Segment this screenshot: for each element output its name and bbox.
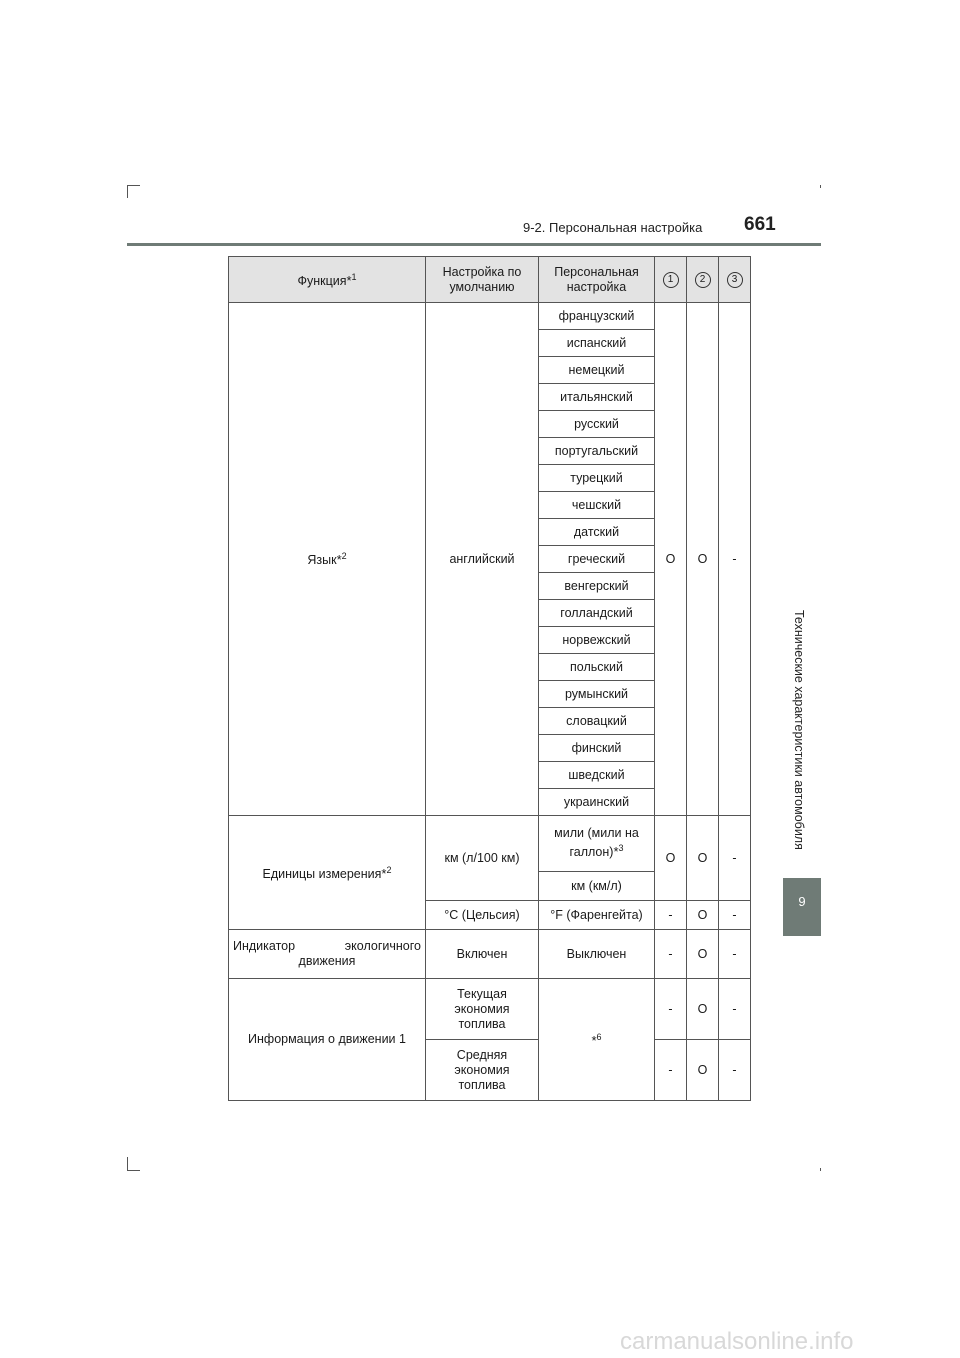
table-header-row (229, 257, 751, 303)
crop-mark-bottom-left-v (127, 1157, 128, 1170)
header-col-1 (655, 257, 687, 303)
trip-a-col-3: - (719, 979, 751, 1040)
header-default: Настройка по умолчанию (426, 257, 539, 303)
temp-default: °С (Цельсия) (426, 901, 539, 930)
language-option: французский (539, 303, 655, 330)
units-col-3: - (719, 816, 751, 901)
units-col-1: O (655, 816, 687, 901)
table-row (229, 816, 751, 872)
circled-3-icon: 3 (727, 272, 743, 288)
header-function: Функция*$^1$ (229, 257, 426, 303)
header-col-3 (719, 257, 751, 303)
eco-col-1: - (655, 930, 687, 979)
units-default: км (л/100 км) (426, 816, 539, 901)
trip-b-col-1: - (655, 1040, 687, 1101)
trip-average-economy: Средняя экономия топлива (426, 1040, 539, 1101)
crop-mark-top-left-h (127, 185, 140, 186)
language-option: румынский (539, 681, 655, 708)
temp-col-3: - (719, 901, 751, 930)
table-row (229, 930, 751, 979)
language-option: словацкий (539, 708, 655, 735)
crop-mark-bottom-right (820, 1168, 821, 1171)
temp-col-1: - (655, 901, 687, 930)
trip-a-col-1: - (655, 979, 687, 1040)
eco-col-3: - (719, 930, 751, 979)
circled-2-icon: 2 (695, 272, 711, 288)
language-option: португальский (539, 438, 655, 465)
header-custom: Персональная настройка (539, 257, 655, 303)
temp-option: °F (Фаренгейта) (539, 901, 655, 930)
section-title: 9-2. Персональная настройка (523, 220, 703, 235)
eco-default: Включен (426, 930, 539, 979)
chapter-number: 9 (798, 894, 806, 909)
language-option: испанский (539, 330, 655, 357)
settings-table (228, 256, 751, 1101)
language-option: русский (539, 411, 655, 438)
units-option-miles: мили (мили на галлон)*$^3$ (539, 816, 655, 872)
chapter-tab (783, 878, 821, 936)
language-col-3: - (719, 303, 751, 816)
temp-col-2: O (687, 901, 719, 930)
trip-function: Информация о движении 1 (229, 979, 426, 1101)
units-col-2: O (687, 816, 719, 901)
units-function: Единицы измерения*$^2$ (229, 816, 426, 930)
eco-col-2: O (687, 930, 719, 979)
trip-b-col-3: - (719, 1040, 751, 1101)
eco-function: Индикатор экологичного движения (229, 930, 426, 979)
crop-mark-top-right (820, 185, 821, 188)
header-rule (127, 243, 821, 246)
language-option: венгерский (539, 573, 655, 600)
crop-mark-bottom-left-h (127, 1170, 140, 1171)
units-option-km: км (км/л) (539, 872, 655, 901)
crop-mark-top-left-v (127, 185, 128, 198)
watermark: carmanualsonline.info (620, 1328, 854, 1355)
language-option: польский (539, 654, 655, 681)
trip-b-col-2: O (687, 1040, 719, 1101)
table-row (229, 303, 751, 330)
chapter-title: Технические характеристики автомобиля (792, 610, 806, 850)
page-number: 661 (744, 214, 776, 235)
language-col-2: O (687, 303, 719, 816)
language-option: шведский (539, 762, 655, 789)
trip-current-economy: Текущая экономия топлива (426, 979, 539, 1040)
language-option: греческий (539, 546, 655, 573)
trip-a-col-2: O (687, 979, 719, 1040)
language-option: итальянский (539, 384, 655, 411)
language-option: финский (539, 735, 655, 762)
trip-custom: *$^6$ (539, 979, 655, 1101)
circled-1-icon: 1 (663, 272, 679, 288)
language-default: английский (426, 303, 539, 816)
language-function: Язык*$^2$ (229, 303, 426, 816)
language-option: норвежский (539, 627, 655, 654)
eco-option: Выключен (539, 930, 655, 979)
header-col-2 (687, 257, 719, 303)
language-option: датский (539, 519, 655, 546)
language-option: чешский (539, 492, 655, 519)
language-col-1: O (655, 303, 687, 816)
language-option: немецкий (539, 357, 655, 384)
language-option: голландский (539, 600, 655, 627)
language-option: турецкий (539, 465, 655, 492)
table-row (229, 979, 751, 1040)
language-option: украинский (539, 789, 655, 816)
